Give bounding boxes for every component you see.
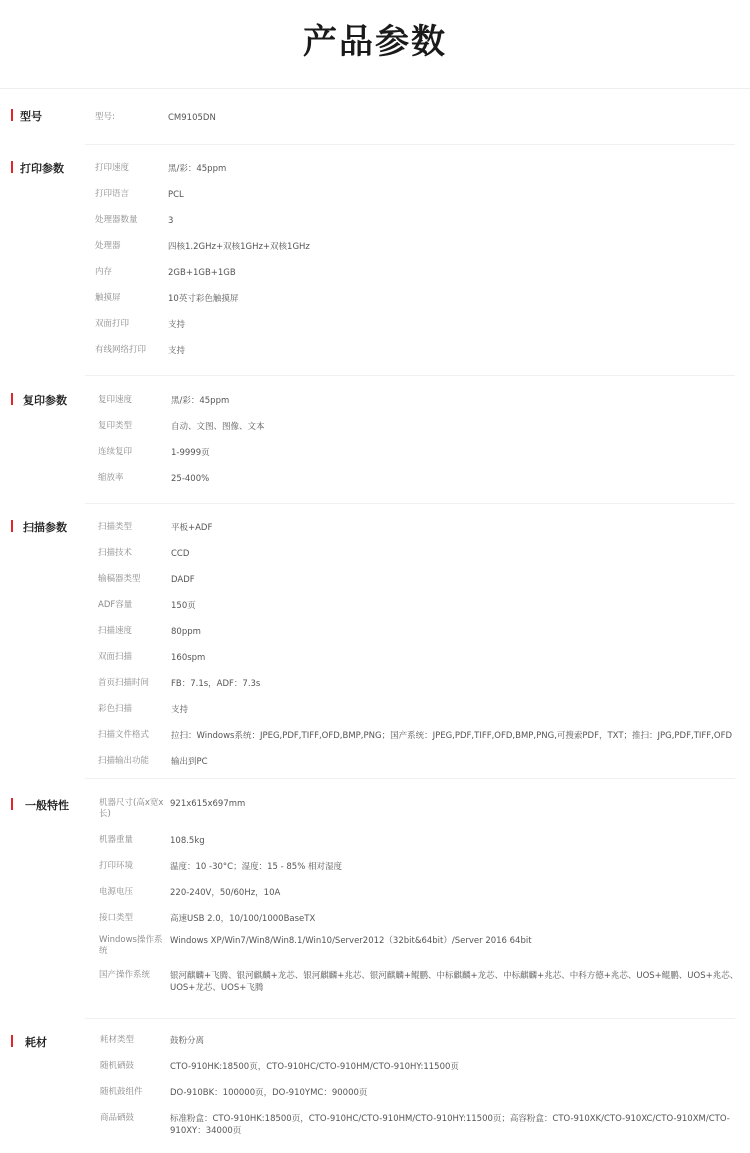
spec-value: 温度：10 -30°C；湿度：15 - 85% 相对湿度 <box>170 862 342 872</box>
spec-label: 耗材类型 <box>100 1035 135 1045</box>
section-title: 打印参数 <box>20 162 64 175</box>
section-marker <box>11 798 13 810</box>
spec-label: 扫描输出功能 <box>98 756 150 766</box>
section-title: 复印参数 <box>23 394 67 407</box>
spec-label: 双面扫描 <box>98 652 133 662</box>
spec-label: 接口类型 <box>99 913 134 923</box>
section-title: 一般特性 <box>25 799 69 812</box>
spec-value: 标准粉盒：CTO-910HK:18500页，CTO-910HC/CTO-910HM/CTO-910HY:11500页；高容粉盒：CTO-910XK/CTO-910XC/CTO-910XM/CTO-910XY：34000页 <box>170 1114 730 1136</box>
spec-value: 1-9999页 <box>171 448 210 458</box>
section-divider <box>85 1018 735 1019</box>
spec-label: Windows操作系统 <box>99 935 163 956</box>
spec-value: 黑/彩：45ppm <box>168 164 227 174</box>
spec-value: DO-910BK：100000页，DO-910YMC：90000页 <box>170 1088 368 1098</box>
spec-label: 触摸屏 <box>95 293 121 303</box>
spec-value: 银河麒麟+飞腾、银河麒麟+龙芯、银河麒麟+兆芯、银河麒麟+鲲鹏、中标麒麟+龙芯、中标麒麟+兆芯、中科方德+兆芯、UOS+鲲鹏、UOS+兆芯、UOS+龙芯、UOS+飞腾 <box>170 971 739 993</box>
section-marker <box>11 520 13 532</box>
section-divider <box>85 778 735 779</box>
spec-value: 鼓粉分离 <box>170 1036 205 1046</box>
section-title: 耗材 <box>25 1036 47 1049</box>
spec-value: 80ppm <box>171 627 201 637</box>
spec-label: 打印语言 <box>95 189 130 199</box>
section-divider <box>85 503 735 504</box>
spec-value: DADF <box>171 575 195 585</box>
spec-value: 3 <box>168 216 174 226</box>
page-title: 产品参数 <box>303 22 447 62</box>
spec-value: 25-400% <box>171 474 210 484</box>
spec-value: 支持 <box>171 705 189 715</box>
spec-value: 自动、文图、图像、文本 <box>171 422 265 432</box>
spec-value: 2GB+1GB+1GB <box>168 268 236 278</box>
spec-label: 国产操作系统 <box>99 970 151 980</box>
spec-value: 支持 <box>168 346 186 356</box>
spec-value: 150页 <box>171 601 196 611</box>
spec-value: 黑/彩：45ppm <box>171 396 230 406</box>
section-title: 型号 <box>20 110 42 123</box>
spec-value: 拉扫：Windows系统：JPEG,PDF,TIFF,OFD,BMP,PNG；国产系统：JPEG,PDF,TIFF,OFD,BMP,PNG,可搜索PDF，TXT；推扫：JPG,PDF,TIFF,OFD <box>171 731 732 741</box>
spec-value: 高速USB 2.0，10/100/1000BaseTX <box>170 914 316 924</box>
spec-label: 型号: <box>95 112 115 122</box>
spec-value: 921x615x697mm <box>170 799 246 809</box>
spec-value: PCL <box>168 190 184 200</box>
spec-value: CCD <box>171 549 190 559</box>
spec-label: 扫描类型 <box>98 522 133 532</box>
section-divider <box>85 375 735 376</box>
section-marker <box>11 161 13 173</box>
spec-label: 打印速度 <box>95 163 130 173</box>
spec-value: 160spm <box>171 653 206 663</box>
section-marker <box>11 1035 13 1047</box>
spec-label: 彩色扫描 <box>98 704 133 714</box>
spec-label: 处理器 <box>95 241 121 251</box>
spec-label: 首页扫描时间 <box>98 678 150 688</box>
spec-label: 内存 <box>95 267 113 277</box>
spec-label: 复印速度 <box>98 395 133 405</box>
spec-label: 扫描文件格式 <box>98 730 150 740</box>
spec-value: 10英寸彩色触摸屏 <box>168 294 239 304</box>
section-marker <box>11 109 13 121</box>
spec-label: 输稿器类型 <box>98 574 141 584</box>
spec-label: 打印环境 <box>99 861 134 871</box>
section-marker <box>11 393 13 405</box>
spec-label: 随机硒鼓 <box>100 1061 135 1071</box>
spec-label: 机器重量 <box>99 835 134 845</box>
spec-value: Windows XP/Win7/Win8/Win8.1/Win10/Server2012（32bit&64bit）/Server 2016 64bit <box>170 936 532 946</box>
spec-label: 有线网络打印 <box>95 345 147 355</box>
spec-value: CTO-910HK:18500页，CTO-910HC/CTO-910HM/CTO-910HY:11500页 <box>170 1062 459 1072</box>
spec-label: 双面打印 <box>95 319 130 329</box>
spec-label: 缩放率 <box>98 473 124 483</box>
spec-value: 平板+ADF <box>171 523 213 533</box>
spec-label: 扫描速度 <box>98 626 133 636</box>
spec-label: 扫描技术 <box>98 548 133 558</box>
spec-label: 处理器数量 <box>95 215 138 225</box>
spec-value: CM9105DN <box>168 113 216 123</box>
spec-label: 商品硒鼓 <box>100 1113 135 1123</box>
spec-value: FB：7.1s，ADF：7.3s <box>171 679 261 689</box>
spec-label: ADF容量 <box>98 600 133 610</box>
section-divider <box>85 144 735 145</box>
spec-value: 四核1.2GHz+双核1GHz+双核1GHz <box>168 242 310 252</box>
spec-label: 电源电压 <box>99 887 134 897</box>
spec-value: 108.5kg <box>170 836 205 846</box>
spec-label: 机器尺寸(高x宽x长) <box>99 798 164 819</box>
spec-value: 220-240V，50/60Hz，10A <box>170 888 281 898</box>
spec-label: 复印类型 <box>98 421 133 431</box>
spec-label: 随机鼓组件 <box>100 1087 143 1097</box>
spec-value: 输出到PC <box>171 757 208 767</box>
spec-label: 连续复印 <box>98 447 133 457</box>
section-title: 扫描参数 <box>23 521 67 534</box>
spec-value: 支持 <box>168 320 186 330</box>
